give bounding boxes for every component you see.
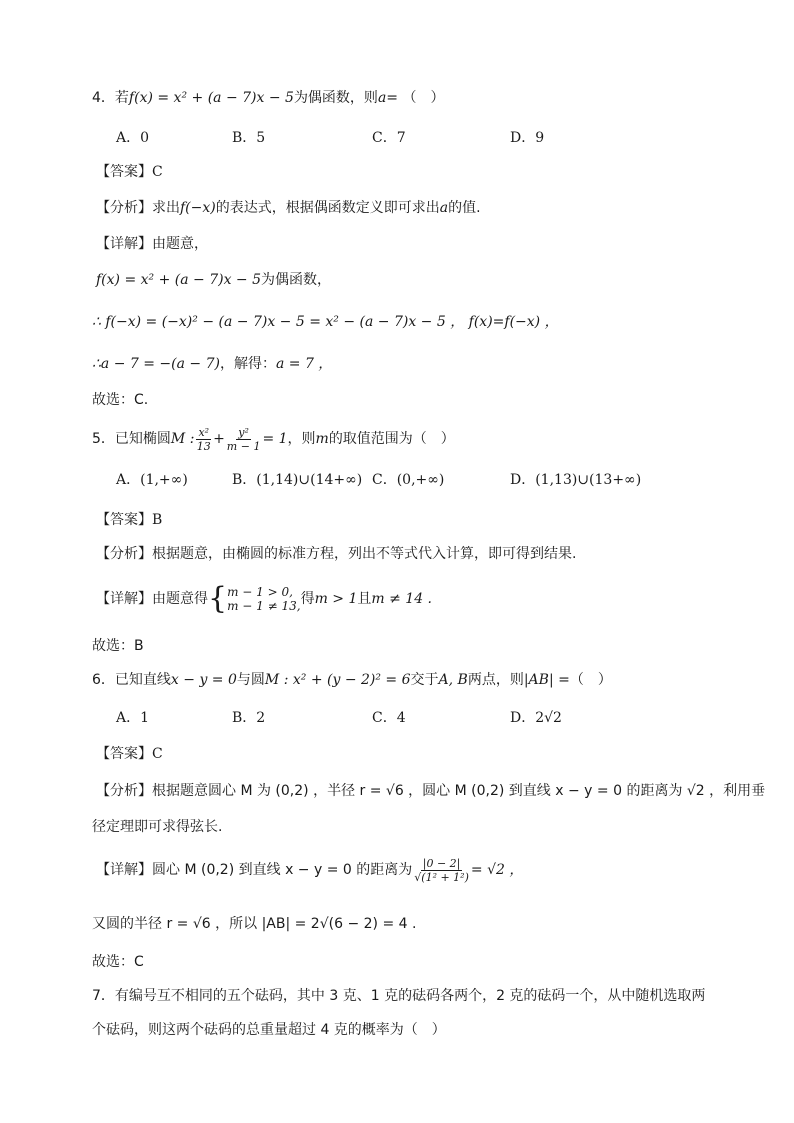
detail-formula: ∴ f(−x) = (−x)² − (a − 7)x − 5 = x² − (a − 7)x − 5 ， f(x)=f(−x) ， [92,314,559,330]
q6-distance-fraction [414,857,469,884]
q6-analysis-line2: 径定理即可求得弦长. [92,819,223,835]
detail-text: ，解得： [219,356,276,372]
analysis-var: a [439,200,449,216]
analysis-tag: 【分析】 [96,783,152,799]
q4-stem [92,88,444,108]
q6-option-a: A．1 [116,710,150,726]
q6-choose: 故选：C [92,954,144,970]
q6-option-b: B．2 [232,710,266,726]
q6-detail-line2: 又圆的半径 r = √6 ，所以 |AB| = 2√(6 − 2) = 4 . [92,916,417,932]
q5-option-d: D．(1,13)∪(13+∞) [510,472,642,488]
q5-frac-x [196,426,211,453]
q4-stem-formula: f(x) = x² + (a − 7)x − 5 [128,90,294,106]
detail-text: 圆心 M (0,2) 到直线 x − y = 0 的距离为 [152,862,413,878]
system-row: m − 1 > 0, [227,585,293,599]
q5-analysis [96,544,576,564]
q5-stem: 5．已知椭圆M : $\frac{\text{x²}}{13}$ + $\frac{\text{y²}}{m - 1}$ = 1，则m的取值范围为（ ） [92,425,455,453]
frac-denominator: m − 1 [226,439,261,453]
analysis-text: 求出 [152,200,180,216]
q4-choose: 故选：C. [92,392,149,408]
q5-option-c: C．(0,+∞) [372,472,445,488]
q4-detail [96,234,208,254]
q4-detail-line3 [92,312,559,332]
detail-text: 为偶函数， [261,272,332,288]
frac-numerator: y² [238,425,249,439]
q4-stem-prefix: 4．若 [92,90,129,106]
q4-option-c: C．7 [372,130,406,146]
q4-stem-end: = （ ） [386,90,445,106]
q5-stem-var2: m [315,431,329,447]
detail-text: 且 [357,591,372,607]
q4-analysis [96,198,481,218]
answer-tag: 【答案】 [96,746,152,762]
q5-stem-var: M : [170,431,195,447]
q5-inequality-system: { m − 1 > 0, m − 1 ≠ 13, [208,581,301,616]
detail-formula: ∴a − 7 = −(a − 7) [92,356,220,372]
answer-value: C [152,746,163,762]
analysis-text: 的表达式，根据偶函数定义即可求出 [215,200,440,216]
q4-option-d: D．9 [510,130,545,146]
q6-stem-formula: x − y = 0 [170,672,237,688]
q6-detail [96,852,523,888]
q6-answer [96,744,163,764]
q6-option-c: C．4 [372,710,406,726]
q5-stem-text: ，则 [287,431,316,447]
analysis-text: 的值. [448,200,481,216]
q5-option-b: B．(1,14)∪(14+∞) [232,472,363,488]
detail-tag: 【详解】 [96,591,152,607]
detail-formula: = √2 ， [470,862,524,878]
q6-stem-prefix: 6．已知直线 [92,672,171,688]
q6-stem-text: 两点，则 [467,672,524,688]
q6-stem-formula: A, B [438,672,468,688]
q6-stem-end: （ ） [569,672,612,688]
q4-option-a: A．0 [116,130,150,146]
answer-tag: 【答案】 [96,512,152,528]
q5-stem-prefix: 5．已知椭圆 [92,431,171,447]
q6-analysis [96,781,765,801]
q5-detail [96,582,432,616]
q6-stem [92,670,612,690]
q4-stem-text: 为偶函数，则 [293,90,378,106]
detail-formula: a = 7 ， [275,356,333,372]
frac-denominator: √(1² + 1²) [414,870,469,884]
q4-detail-line2 [96,270,331,290]
answer-value: B [152,512,163,528]
q6-stem-formula: |AB| = [523,672,570,688]
q5-answer [96,510,162,530]
q7-stem-line1: 7．有编号互不相同的五个砝码，其中 3 克、1 克的砝码各两个，2 克的砝码一个，从中随机选取两 [92,988,706,1004]
frac-numerator: x² [198,425,210,439]
detail-formula: m > 1 [314,591,358,607]
q7-stem-line2: 个砝码，则这两个砝码的总重量超过 4 克的概率为（ ） [92,1022,446,1038]
analysis-formula: f(−x) [180,200,216,216]
system-row: m − 1 ≠ 13, [227,599,301,613]
detail-text: 由题意， [152,236,208,252]
q5-option-a: A．(1,+∞) [116,472,188,488]
detail-text: 得 [300,591,315,607]
q5-choose: 故选：B [92,638,144,654]
frac-numerator: |0 − 2| [422,856,461,870]
detail-formula: f(x) = x² + (a − 7)x − 5 [96,272,262,288]
detail-text: 由题意得 [152,591,208,607]
detail-tag: 【详解】 [96,862,152,878]
q5-stem-eq: = 1 [262,431,288,447]
q6-option-d: D．2√2 [510,710,562,726]
answer-value: C [152,164,163,180]
q4-option-b: B．5 [232,130,266,146]
analysis-tag: 【分析】 [96,546,152,562]
detail-tag: 【详解】 [96,236,152,252]
q6-stem-formula: M : x² + (y − 2)² = 6 [264,672,411,688]
q4-answer [96,162,163,182]
analysis-tag: 【分析】 [96,200,152,216]
q5-frac-y [227,426,261,453]
q4-stem-var: a [377,90,387,106]
q4-detail-line4 [92,354,332,374]
q6-stem-text: 交于 [410,672,439,688]
detail-formula: m ≠ 14 . [371,591,433,607]
answer-tag: 【答案】 [96,164,152,180]
analysis-text: 根据题意，由椭圆的标准方程，列出不等式代入计算，即可得到结果. [152,546,577,562]
analysis-text: 根据题意圆心 M 为 (0,2) ，半径 r = √6 ，圆心 M (0,2) 到直线 x − y = 0 的距离为 √2 ，利用垂 [152,783,766,799]
q6-stem-text: 与圆 [236,672,265,688]
frac-denominator: 13 [196,439,211,453]
q5-stem-end: 的取值范围为（ ） [328,431,455,447]
